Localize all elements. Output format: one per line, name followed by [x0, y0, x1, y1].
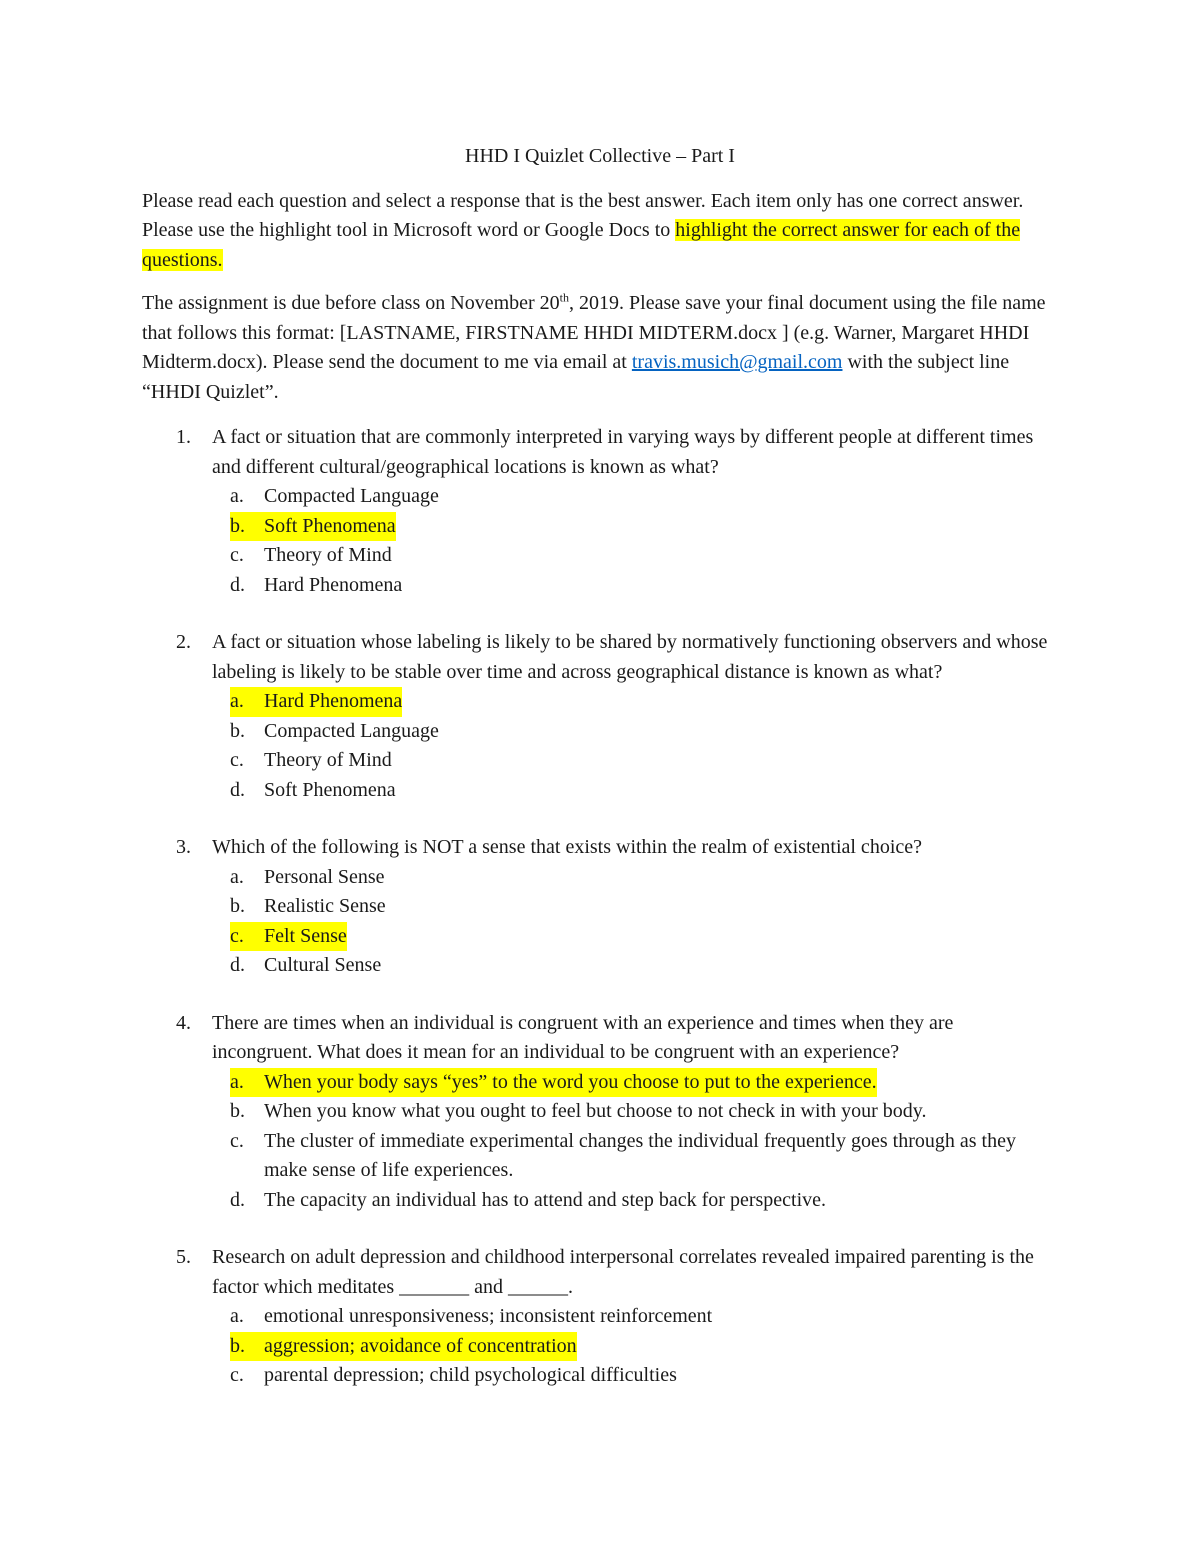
- option-letter: b.: [230, 719, 245, 742]
- option-list: [142, 863, 1050, 981]
- option-text: Compacted Language: [264, 719, 439, 742]
- option-d[interactable]: [230, 951, 1050, 981]
- option-text: Compacted Language: [264, 485, 439, 507]
- option-text: Personal Sense: [264, 865, 385, 888]
- document-title: HHD I Quizlet Collective – Part I: [465, 145, 735, 167]
- option-b[interactable]: [230, 1097, 1050, 1127]
- option-letter: c.: [230, 1129, 244, 1152]
- option-a-highlighted[interactable]: [230, 687, 1050, 717]
- option-text: Hard Phenomena: [264, 573, 403, 596]
- instructions-paragraph: [142, 187, 1050, 276]
- option-letter: c.: [230, 749, 244, 771]
- option-letter: d.: [230, 954, 245, 976]
- question-text: Which of the following is NOT a sense that exists within the realm of existential choice?: [212, 836, 922, 858]
- question-number: 4.: [176, 1011, 191, 1034]
- option-d[interactable]: [230, 776, 1050, 806]
- option-d[interactable]: [230, 1186, 1050, 1216]
- option-letter: c.: [230, 1364, 244, 1386]
- option-text: The capacity an individual has to attend and step back for perspective.: [264, 1188, 827, 1211]
- ordinal-superscript: th: [559, 290, 570, 305]
- option-c[interactable]: [230, 541, 1050, 571]
- question-text: Research on adult depression and childhood interpersonal correlates revealed impaired parenting is the factor which meditates _______ and ______.: [212, 1246, 1034, 1298]
- option-b-highlighted[interactable]: [230, 512, 1050, 542]
- question-number: 1.: [176, 426, 191, 448]
- option-letter: b.: [230, 895, 245, 917]
- option-letter: a.: [230, 485, 244, 507]
- option-letter: c.: [230, 924, 244, 947]
- email-link[interactable]: travis.musich@gmail.com: [631, 351, 843, 373]
- option-text: Theory of Mind: [264, 544, 392, 566]
- filename-format-text: , 2019. Please save your final document using the file name that follows this format: [LASTNAME, FIRSTNAME HHDI MIDTERM.docx ] (e.g. Warner, Margaret HHDI Midterm.docx). Please send the document to me via email at: [142, 292, 1046, 373]
- option-c-highlighted[interactable]: [230, 922, 1050, 952]
- question-number: 5.: [176, 1246, 191, 1268]
- option-list: [142, 1302, 1050, 1391]
- question-3: [142, 833, 1050, 981]
- option-text: Soft Phenomena: [264, 514, 396, 537]
- question-number: 2.: [176, 631, 191, 653]
- option-b[interactable]: [230, 892, 1050, 922]
- option-c[interactable]: [230, 746, 1050, 776]
- option-a[interactable]: [230, 1302, 1050, 1332]
- due-date-paragraph: [142, 289, 1050, 407]
- option-a[interactable]: [230, 863, 1050, 893]
- question-2: [142, 628, 1050, 805]
- option-text: Cultural Sense: [264, 954, 382, 976]
- option-text: Felt Sense: [264, 924, 347, 947]
- option-text: When you know what you ought to feel but choose to not check in with your body.: [264, 1100, 927, 1122]
- option-list: [142, 482, 1050, 600]
- option-letter: b.: [230, 1334, 245, 1357]
- highlighted-instruction: highlight the correct answer for each of the questions.: [142, 219, 1021, 271]
- option-text: parental depression; child psychological difficulties: [264, 1364, 677, 1386]
- option-text: Realistic Sense: [264, 895, 386, 917]
- option-text: When your body says “yes” to the word you choose to put to the experience.: [264, 1070, 877, 1093]
- option-letter: c.: [230, 544, 244, 566]
- option-letter: d.: [230, 778, 245, 801]
- option-letter: a.: [230, 690, 244, 712]
- option-letter: a.: [230, 1305, 244, 1327]
- option-text: emotional unresponsiveness; inconsistent reinforcement: [264, 1305, 713, 1327]
- option-letter: a.: [230, 1070, 244, 1093]
- option-text: aggression; avoidance of concentration: [264, 1334, 577, 1357]
- option-text: Hard Phenomena: [264, 690, 403, 712]
- option-b-highlighted[interactable]: [230, 1332, 1050, 1362]
- due-date-text: The assignment is due before class on November 20: [142, 292, 560, 314]
- option-letter: a.: [230, 865, 244, 888]
- option-a[interactable]: [230, 482, 1050, 512]
- question-1: [142, 423, 1050, 600]
- option-letter: d.: [230, 573, 245, 596]
- option-text: The cluster of immediate experimental changes the individual frequently goes through as they make sense of life experiences.: [264, 1129, 1016, 1181]
- question-text: A fact or situation whose labeling is likely to be shared by normatively functioning observers and whose labeling is likely to be stable over time and across geographical distance is known as what?: [212, 631, 1048, 683]
- option-letter: b.: [230, 514, 245, 537]
- question-list: [142, 423, 1050, 1391]
- question-number: 3.: [176, 836, 191, 858]
- option-c[interactable]: [230, 1127, 1050, 1186]
- option-c[interactable]: [230, 1361, 1050, 1391]
- question-5: [142, 1243, 1050, 1391]
- subject-line-text: with the subject line “HHDI Quizlet”.: [142, 351, 1010, 403]
- option-a-highlighted[interactable]: [230, 1068, 1050, 1098]
- question-text: There are times when an individual is congruent with an experience and times when they are incongruent. What does it mean for an individual to be congruent with an experience?: [212, 1011, 954, 1063]
- option-letter: d.: [230, 1188, 245, 1211]
- option-list: [142, 687, 1050, 805]
- option-d[interactable]: [230, 571, 1050, 601]
- question-4: [142, 1009, 1050, 1216]
- option-text: Soft Phenomena: [264, 778, 396, 801]
- option-list: [142, 1068, 1050, 1216]
- instructions-text: Please read each question and select a response that is the best answer. Each item only has one correct answer. Please use the highlight tool in Microsoft word or Google Docs to: [142, 189, 1024, 241]
- option-b[interactable]: [230, 717, 1050, 747]
- option-text: Theory of Mind: [264, 749, 392, 771]
- option-letter: b.: [230, 1100, 245, 1122]
- question-text: A fact or situation that are commonly interpreted in varying ways by different people at different times and different cultural/geographical locations is known as what?: [212, 426, 1034, 478]
